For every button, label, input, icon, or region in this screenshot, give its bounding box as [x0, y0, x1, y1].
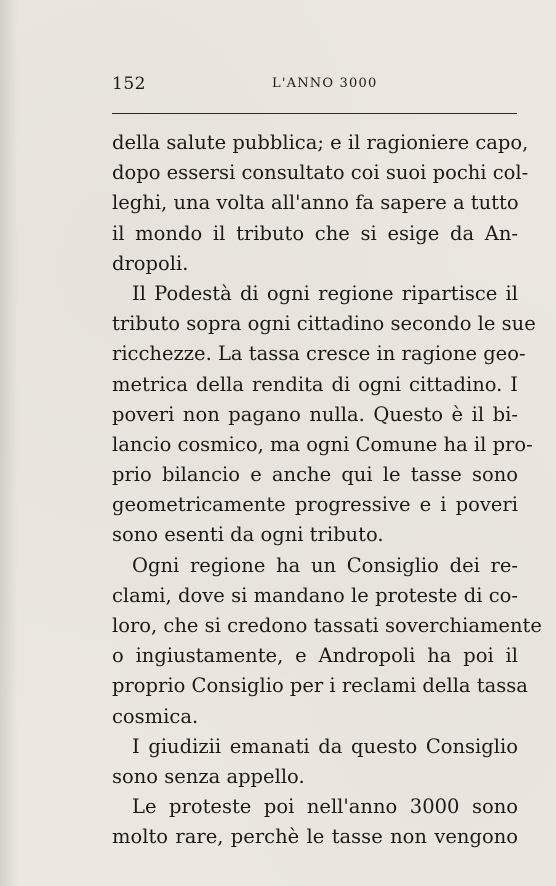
- text-line: o ingiustamente, e Andropoli ha poi il: [112, 644, 518, 668]
- text-line: poveri non pagano nulla. Questo è il bi-: [112, 402, 518, 426]
- running-title: L'ANNO 3000: [272, 76, 378, 91]
- text-line: Il Podestà di ogni regione ripartisce il: [132, 281, 518, 305]
- text-line: lancio cosmico, ma ogni Comune ha il pro-: [112, 432, 533, 456]
- text-line: sono senza appello.: [112, 764, 305, 788]
- header-rule: [112, 113, 517, 114]
- text-line: leghi, una volta all'anno fa sapere a tutto: [112, 191, 519, 215]
- page-gutter-shadow: [0, 0, 18, 886]
- text-line: tributo sopra ogni cittadino secondo le sue: [112, 312, 536, 336]
- text-line: dopo essersi consultato coi suoi pochi col-: [112, 161, 529, 185]
- text-line: proprio Consiglio per i reclami della tassa: [112, 674, 528, 698]
- body-text: [112, 128, 542, 853]
- text-line: clami, dove si mandano le proteste di co-: [112, 583, 518, 607]
- page-number: 152: [112, 74, 146, 94]
- page-header: [112, 74, 520, 98]
- text-line: della salute pubblica; e il ragioniere capo,: [112, 131, 529, 154]
- text-line: cosmica.: [112, 704, 199, 728]
- text-line: I giudizii emanati da questo Consiglio: [132, 734, 518, 758]
- text-line: loro, che si credono tassati soverchiamente: [112, 614, 542, 637]
- text-line: ricchezze. La tassa cresce in ragione geo-: [112, 342, 526, 366]
- text-line: il mondo il tributo che si esige da An-: [112, 221, 518, 245]
- text-line: geometricamente progressive e i poveri: [112, 493, 518, 517]
- text-line: Le proteste poi nell'anno 3000 sono: [132, 795, 518, 819]
- text-line: sono esenti da ogni tributo.: [112, 523, 384, 547]
- text-line: Ogni regione ha un Consiglio dei re-: [132, 553, 518, 577]
- text-line: molto rare, perchè le tasse non vengono: [112, 825, 518, 849]
- text-line: dropoli.: [112, 251, 189, 275]
- text-line: prio bilancio e anche qui le tasse sono: [112, 463, 518, 487]
- text-line: metrica della rendita di ogni cittadino. I: [112, 372, 518, 396]
